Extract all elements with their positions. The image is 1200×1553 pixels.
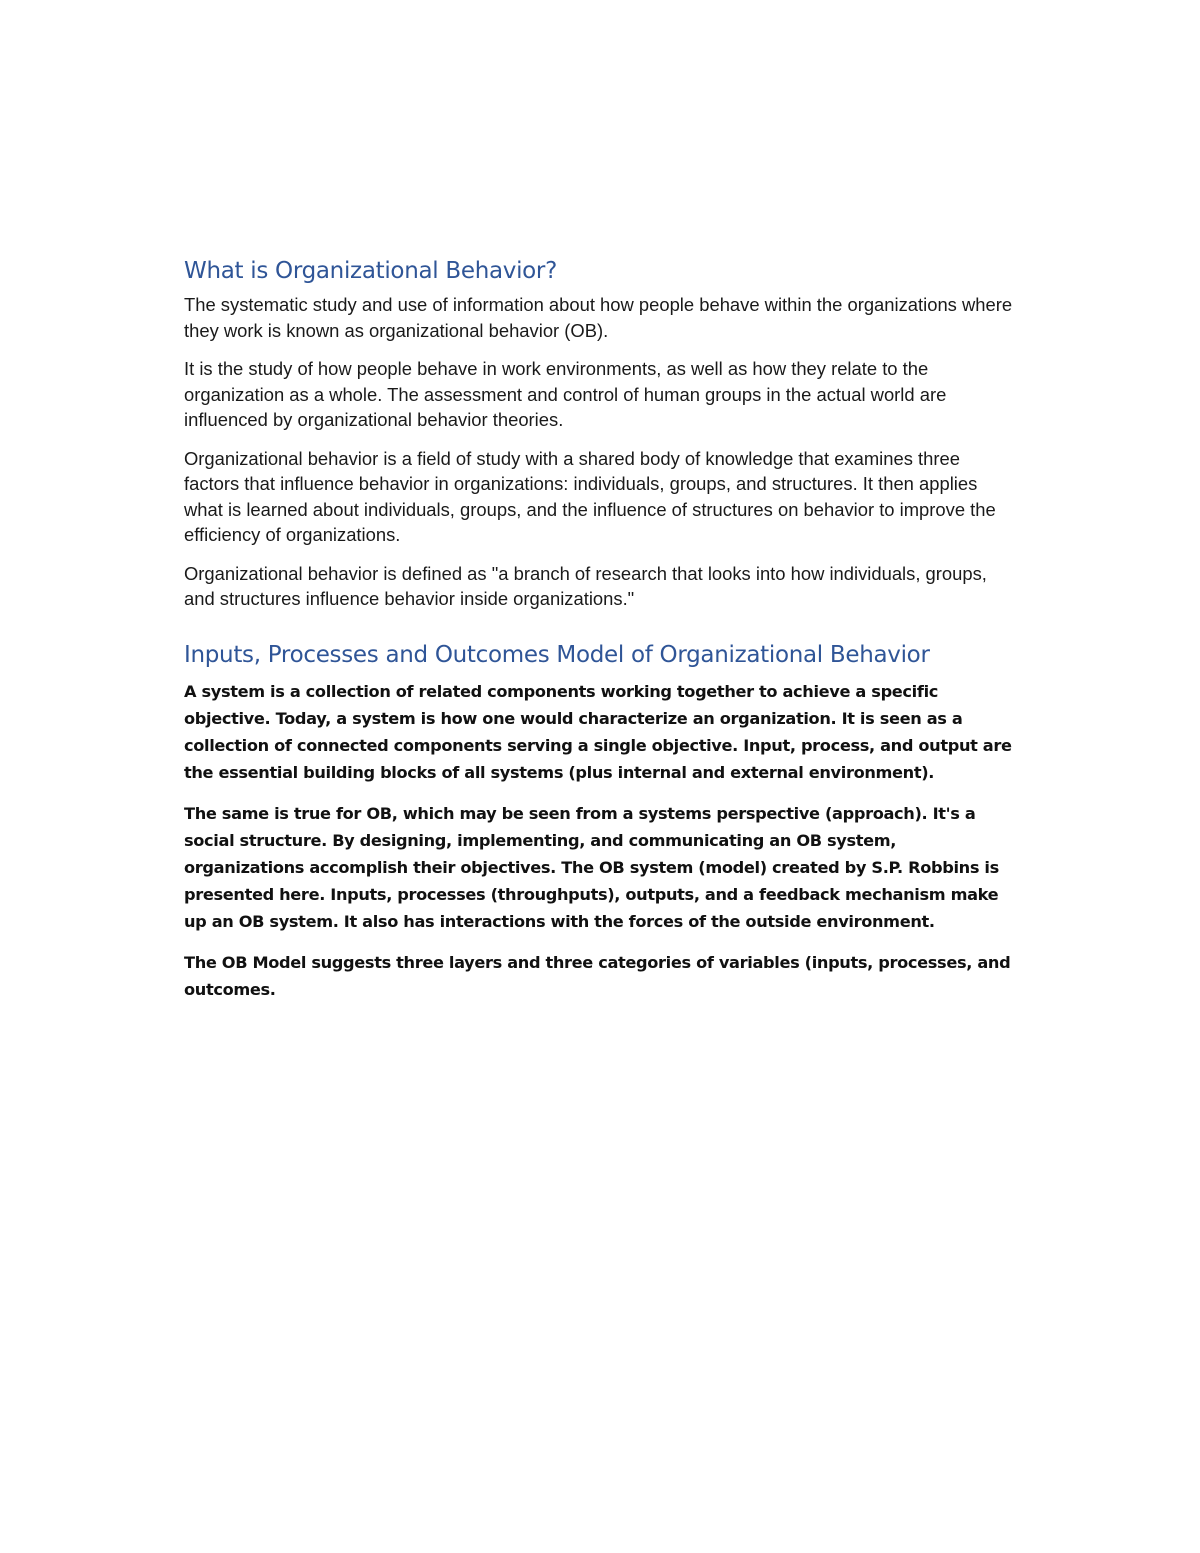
bold-paragraph: The same is true for OB, which may be seen from a systems perspective (approach). It's a social structure. By designing, implementing, and communicating an OB system, organizations accomplish their objectives. The OB system (model) created by S.P. Robbins is presented here. Inputs, processes (throughputs), outputs, and a feedback mechanism make up an OB system. It also has interactions with the forces of the outside environment. [184, 803, 999, 931]
paragraph: The systematic study and use of information about how people behave within the organizations where they work is known as organizational behavior (OB). [184, 294, 1013, 341]
document-content [184, 254, 1016, 1017]
section-heading-what-is-ob: What is Organizational Behavior? [184, 258, 557, 284]
paragraph: Organizational behavior is a field of study with a shared body of knowledge that examines three factors that influence behavior in organizations: individuals, groups, and structures. It then applies what is learned about individuals, groups, and the influence of structures on behavior to improve the efficiency of organizations. [184, 447, 996, 545]
bold-paragraph: A system is a collection of related components working together to achieve a specific objective. Today, a system is how one would characterize an organization. It is seen as a collection of connected components serving a single objective. Input, process, and output are the essential building blocks of all systems (plus internal and external environment). [184, 681, 1012, 782]
bold-paragraph: The OB Model suggests three layers and three categories of variables (inputs, processes, and outcomes. [184, 952, 1011, 999]
section-heading-ipo-model: Inputs, Processes and Outcomes Model of Organizational Behavior [184, 641, 930, 668]
paragraph: It is the study of how people behave in work environments, as well as how they relate to the organization as a whole. The assessment and control of human groups in the actual world are influenced by organizational behavior theories. [184, 358, 947, 430]
paragraph: Organizational behavior is defined as "a branch of research that looks into how individuals, groups, and structures influence behavior inside organizations." [184, 562, 987, 609]
